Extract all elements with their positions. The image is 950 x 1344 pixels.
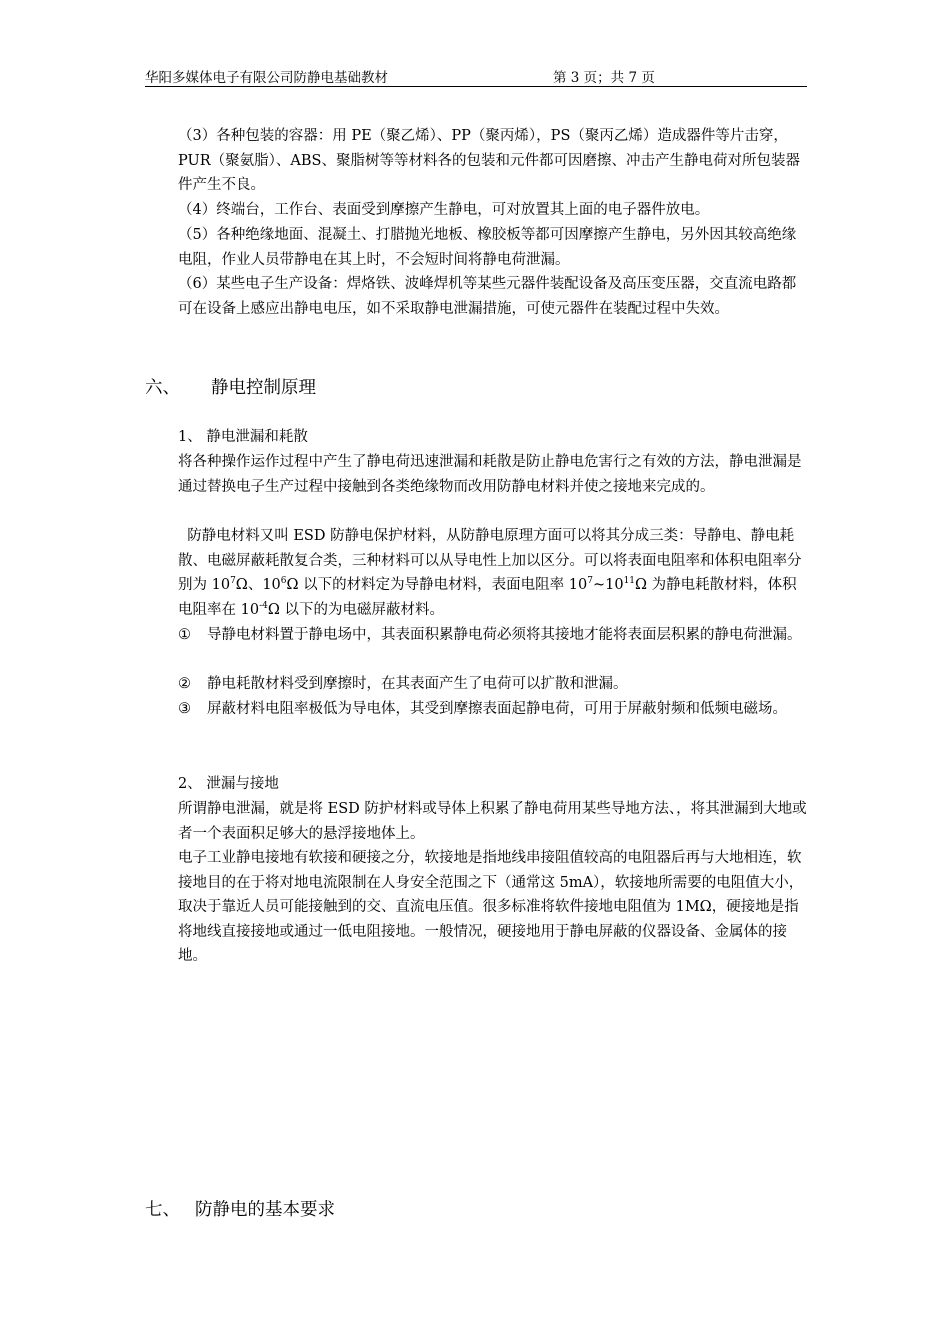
section-7-title: 防静电的基本要求 <box>195 1200 335 1220</box>
subsection-2-paragraph-2: 电子工业静电接地有软接和硬接之分，软接地是指地线串接阻值较高的电阻器后再与大地相连，软接地目的在于将对地电流限制在人身安全范围之下（通常这 5mA），软接地所需要的电阻值大小，取决于靠近人员可能接触到的交、直流电压值。很多标准将软件接地电阻值为 1MΩ，硬接地是指将地线直接接地或通过一低电阻接地。一般情况，硬接地用于静电屏蔽的仪器设备、金属体的接地。 <box>178 850 804 965</box>
header-page-number: 第 3 页；共 7 页 <box>553 70 655 86</box>
section-6-number: 六、 <box>145 378 180 398</box>
subsection-1-paragraph-2: 防静电材料又叫 ESD 防静电保护材料，从防静电原理方面可以将其分成三类：导静电、静电耗散、电磁屏蔽耗散复合类，三种材料可以从导电性上加以区分。可以将表面电阻率和体积电阻率分别为 $10^7\Omega$、$10^6\Omega$ 以下的材料定为导静电材料，表面电阻率 $10^7\sim 10^{11}\Omega$ 为静电耗散材料，体积电阻率在 $10^{-4}\Omega$ 以下的为电磁屏蔽材料。 <box>178 528 802 618</box>
item-3-packaging: （3）各种包装的容器：用 PE（聚乙烯）、PP（聚丙烯），PS（聚丙乙烯）造成器件等片击穿，PUR（聚氨脂）、ABS、聚脂树等等材料各的包装和元件都可因磨擦、冲击产生静电荷对所包装器件产生不良。 <box>178 128 800 194</box>
section-7-number: 七、 <box>145 1200 180 1220</box>
subsection-1-paragraph-1: 将各种操作运作过程中产生了静电荷迅速泄漏和耗散是防止静电危害行之有效的方法，静电泄漏是通过替换电子生产过程中接触到各类绝缘物而改用防静电材料并使之接地来完成的。 <box>178 454 802 495</box>
list-item: ③ 屏蔽材料电阻率极低为导电体，其受到摩擦表面起静电荷，可用于屏蔽射频和低频电磁场。 <box>178 701 787 717</box>
section-6-title: 静电控制原理 <box>211 378 316 398</box>
page-header <box>145 64 807 87</box>
subsection-2-title: 2、 泄漏与接地 <box>178 776 279 792</box>
subsection-2-paragraph-1: 所谓静电泄漏，就是将 ESD 防护材料或导体上积累了静电荷用某些导地方法、，将其泄漏到大地或者一个表面积足够大的悬浮接地体上。 <box>178 801 807 842</box>
list-item: ② 静电耗散材料受到摩擦时，在其表面产生了电荷可以扩散和泄漏。 <box>178 676 628 692</box>
item-5-floor: （5）各种绝缘地面、混凝土、打腊抛光地板、橡胶板等都可因摩擦产生静电，另外因其较高绝缘电阻，作业人员带静电在其上时，不会短时间将静电荷泄漏。 <box>178 227 797 268</box>
item-4-workbench: （4）终端台，工作台、表面受到摩擦产生静电，可对放置其上面的电子器件放电。 <box>178 202 710 218</box>
list-item: ① 导静电材料置于静电场中，其表面积累静电荷必须将其接地才能将表面层积累的静电荷泄漏。 <box>178 627 802 643</box>
subsection-1-title: 1、 静电泄漏和耗散 <box>178 429 308 445</box>
header-doc-title: 华阳多媒体电子有限公司防静电基础教材 <box>145 70 388 86</box>
item-6-equipment: （6）某些电子生产设备：焊烙铁、波峰焊机等某些元器件装配设备及高压变压器，交直流电路都可在设备上感应出静电电压，如不采取静电泄漏措施，可使元器件在装配过程中失效。 <box>178 276 797 317</box>
